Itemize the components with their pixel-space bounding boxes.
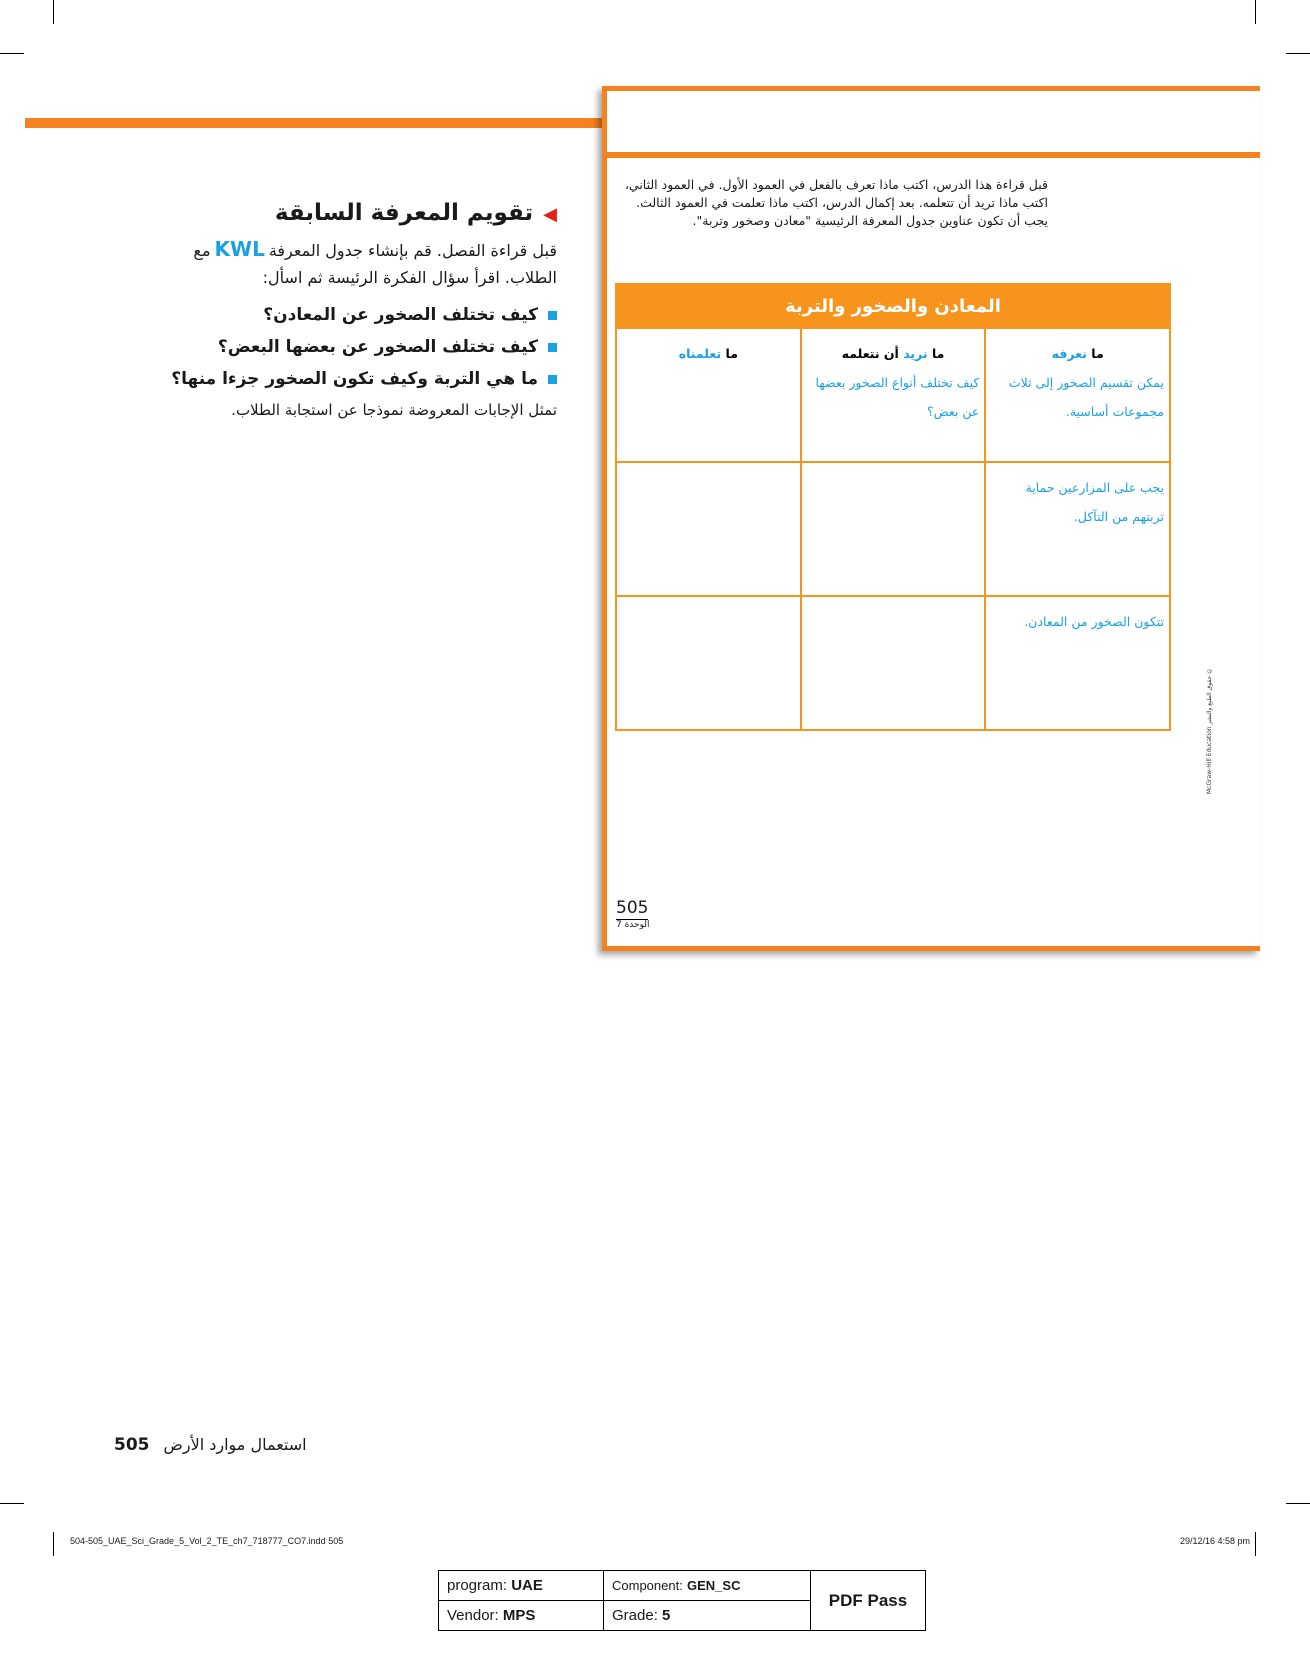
page-number: 505 (114, 1435, 150, 1455)
table-cell (801, 596, 986, 730)
table-cell (616, 462, 801, 596)
program-cell: program: UAE (439, 1571, 604, 1601)
student-page-number: 505 (616, 898, 649, 918)
job-slug-table (438, 1570, 926, 1631)
question-list (157, 299, 557, 395)
slug-timestamp: 29/12/16 4:58 pm (1179, 1536, 1250, 1546)
table-cell: ما نعرفه يمكن تقسيم الصخور إلى ثلاث مجموعات أساسية. (985, 328, 1170, 462)
crop-mark (53, 0, 54, 24)
column-header-learned: ما تعلمناه (678, 346, 738, 361)
bullet-icon (548, 375, 557, 384)
crop-mark (1255, 0, 1256, 24)
column-header-know: ما نعرفه (1051, 346, 1104, 361)
list-item: كيف تختلف الصخور عن بعضها البعض؟ (157, 331, 557, 363)
instructions: قبل قراءة الفصل. قم بإنشاء جدول المعرفةKWLمع الطلاب. اقرأ سؤال الفكرة الرئيسة ثم اسأل: (193, 237, 557, 287)
table-cell: ما نريد أن نتعلمه كيف تختلف أنواع الصخور بعضها عن بعض؟ (801, 328, 986, 462)
page-footer (114, 1435, 307, 1455)
header-rule (25, 118, 603, 128)
bullet-icon (548, 311, 557, 320)
table-title: المعادن والصخور والتربة (616, 284, 1170, 328)
triangle-icon: ◀ (543, 204, 557, 225)
table-cell (801, 462, 986, 596)
crop-mark (0, 53, 24, 54)
crop-mark (1255, 1532, 1256, 1556)
grade-cell: Grade: 5 (604, 1601, 811, 1631)
table-cell: يجب على المزارعين حماية تربتهم من التآكل. (985, 462, 1170, 596)
copyright-credit: McGraw-Hill Education حقوق الطبع والنشر © (1206, 667, 1213, 795)
list-item: كيف تختلف الصخور عن المعادن؟ (157, 299, 557, 331)
kwl-term: KWL (214, 237, 265, 261)
crop-mark (1286, 1503, 1310, 1504)
vendor-cell: Vendor: MPS (439, 1601, 604, 1631)
column-header-want: ما نريد أن نتعلمه (841, 346, 945, 361)
component-cell: Component: GEN_SC (604, 1571, 811, 1601)
bullet-icon (548, 343, 557, 352)
student-page-intro: قبل قراءة هذا الدرس، اكتب ماذا تعرف بالفعل في العمود الأول. في العمود الثاني، اكتب ماذا تريد أن تتعلمه. بعد إكمال الدرس، اكتب ماذا تعلمت في العمود الثالث. يجب أن تكون عناوين جدول المعرفة الرئيسية "معادن وصخور وتربة". (624, 177, 1048, 228)
crop-mark (1286, 53, 1310, 54)
student-page-band (602, 152, 1260, 158)
section-title: ◀تقويم المعرفة السابقة (274, 200, 557, 226)
teacher-notes (157, 200, 557, 419)
crop-mark (0, 1503, 24, 1504)
crop-mark (53, 1532, 54, 1556)
table-cell (616, 328, 801, 462)
table-cell (616, 596, 801, 730)
table-cell: تتكون الصخور من المعادن. (985, 596, 1170, 730)
pdf-status: PDF Pass (811, 1571, 926, 1631)
student-page-unit: الوحدة 7 (616, 920, 650, 930)
slug-filename: 504-505_UAE_Sci_Grade_5_Vol_2_TE_ch7_718777_CO7.indd 505 (70, 1536, 344, 1546)
footer-label: استعمال موارد الأرض (163, 1435, 307, 1454)
note: تمثل الإجابات المعروضة نموذجا عن استجابة الطلاب. (231, 401, 557, 419)
list-item: ما هي التربة وكيف تكون الصخور جزءا منها؟ (157, 363, 557, 395)
kwl-table (615, 283, 1171, 731)
